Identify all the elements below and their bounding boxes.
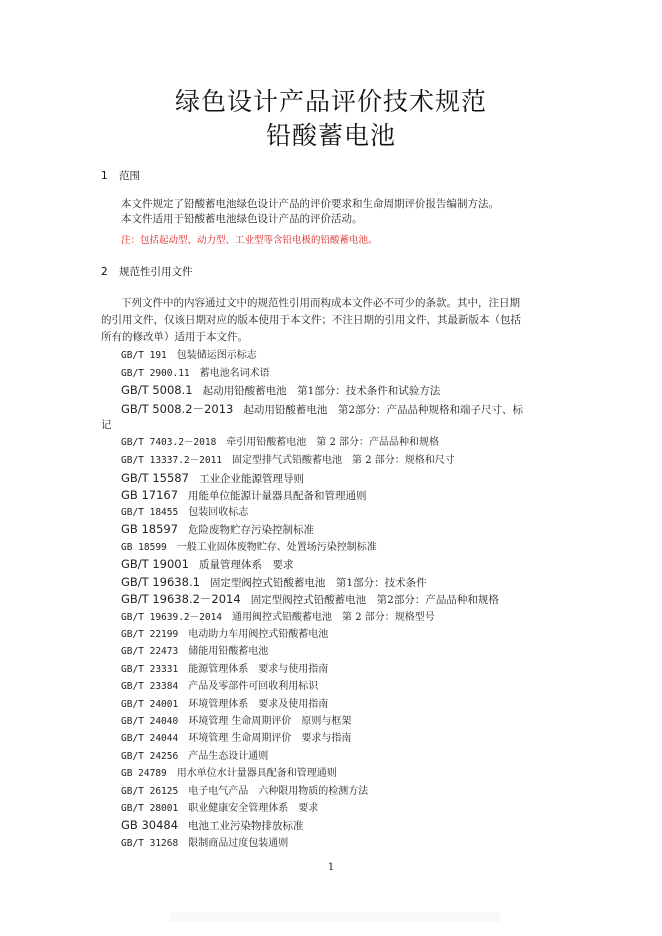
reference-item: GB/T 26125 电子电气产品 六种限用物质的检测方法 (121, 786, 369, 797)
reference-item: GB/T 15587 工业企业能源管理导则 (121, 471, 304, 485)
reference-item: GB/T 24044 环境管理 生命周期评价 要求与指南 (121, 733, 352, 744)
reference-item: GB/T 24040 环境管理 生命周期评价 原则与框架 (121, 716, 352, 727)
reference-item: GB/T 13337.2－2011 固定型排气式铅酸蓄电池 第 2 部分：规格和尺寸 (121, 455, 455, 466)
reference-item: GB/T 19638.2－2014 固定型阀控式铅酸蓄电池 第2部分：产品品种和规格 (121, 592, 499, 606)
reference-item: GB 18599 一般工业固体废物贮存、处置场污染控制标准 (121, 542, 377, 553)
section-heading-references (101, 264, 193, 279)
section-title: 范围 (119, 170, 140, 182)
section-heading-scope (101, 168, 140, 183)
reference-item-continuation: 记 (101, 419, 112, 431)
reference-item: GB/T 191 包装储运图示标志 (121, 350, 257, 361)
reference-item: GB 30484 电池工业污染物排放标准 (121, 818, 304, 832)
section-title: 规范性引用文件 (119, 266, 193, 278)
scope-paragraph-1: 本文件规定了铅酸蓄电池绿色设计产品的评价要求和生命周期评价报告编制方法。 (121, 198, 499, 210)
reference-item: GB 18597 危险废物贮存污染控制标准 (121, 522, 315, 536)
reference-item: GB/T 19639.2－2014 通用阀控式铅酸蓄电池 第 2 部分：规格型号 (121, 612, 435, 623)
reference-item: GB 24789 用水单位水计量器具配备和管理通则 (121, 768, 337, 779)
page-number: 1 (327, 862, 335, 873)
footer-watermark-strip (170, 912, 500, 922)
references-paragraph-line-2: 的引用文件，仅该日期对应的版本使用于本文件；不注日期的引用文件，其最新版本（包括 (101, 314, 521, 326)
section-number: 2 (101, 266, 108, 278)
reference-item: GB/T 28001 职业健康安全管理体系 要求 (121, 803, 319, 814)
reference-item: GB/T 19638.1 固定型阀控式铅酸蓄电池 第1部分：技术条件 (121, 575, 427, 589)
reference-item: GB/T 24256 产品生态设计通则 (121, 751, 269, 762)
reference-item: GB/T 7403.2－2018 牵引用铅酸蓄电池 第 2 部分：产品品种和规格 (121, 437, 440, 448)
references-paragraph-line-3: 所有的修改单）适用于本文件。 (101, 331, 248, 343)
reference-item: GB/T 24001 环境管理体系 要求及使用指南 (121, 699, 329, 710)
document-subtitle: 铅酸蓄电池 (265, 121, 396, 150)
reference-item: GB 17167 用能单位能源计量器具配备和管理通则 (121, 488, 367, 502)
document-title: 绿色设计产品评价技术规范 (174, 87, 487, 116)
section-number: 1 (101, 170, 108, 182)
reference-item: GB/T 22473 储能用铅酸蓄电池 (121, 646, 269, 657)
references-paragraph-line-1: 下列文件中的内容通过文中的规范性引用而构成本文件必不可少的条款。其中，注日期 (121, 297, 520, 309)
reference-item: GB/T 18455 包装回收标志 (121, 507, 249, 518)
scope-paragraph-2: 本文件适用于铅酸蓄电池绿色设计产品的评价活动。 (121, 213, 363, 225)
reference-item: GB/T 5008.2－2013 起动用铅酸蓄电池 第2部分：产品品种规格和端子尺寸、标 (121, 402, 524, 416)
reference-item: GB/T 5008.1 起动用铅酸蓄电池 第1部分：技术条件和试验方法 (121, 383, 441, 397)
scope-note: 注：包括起动型、动力型、工业型等含铅电极的铅酸蓄电池。 (121, 235, 378, 246)
reference-item: GB/T 23384 产品及零部件可回收利用标识 (121, 681, 319, 692)
reference-item: GB/T 19001 质量管理体系 要求 (121, 557, 294, 571)
reference-item: GB/T 31268 限制商品过度包装通则 (121, 838, 289, 849)
reference-item: GB/T 22199 电动助力车用阀控式铅酸蓄电池 (121, 629, 329, 640)
reference-item: GB/T 2900.11 蓄电池名词术语 (121, 368, 270, 379)
reference-item: GB/T 23331 能源管理体系 要求与使用指南 (121, 664, 329, 675)
